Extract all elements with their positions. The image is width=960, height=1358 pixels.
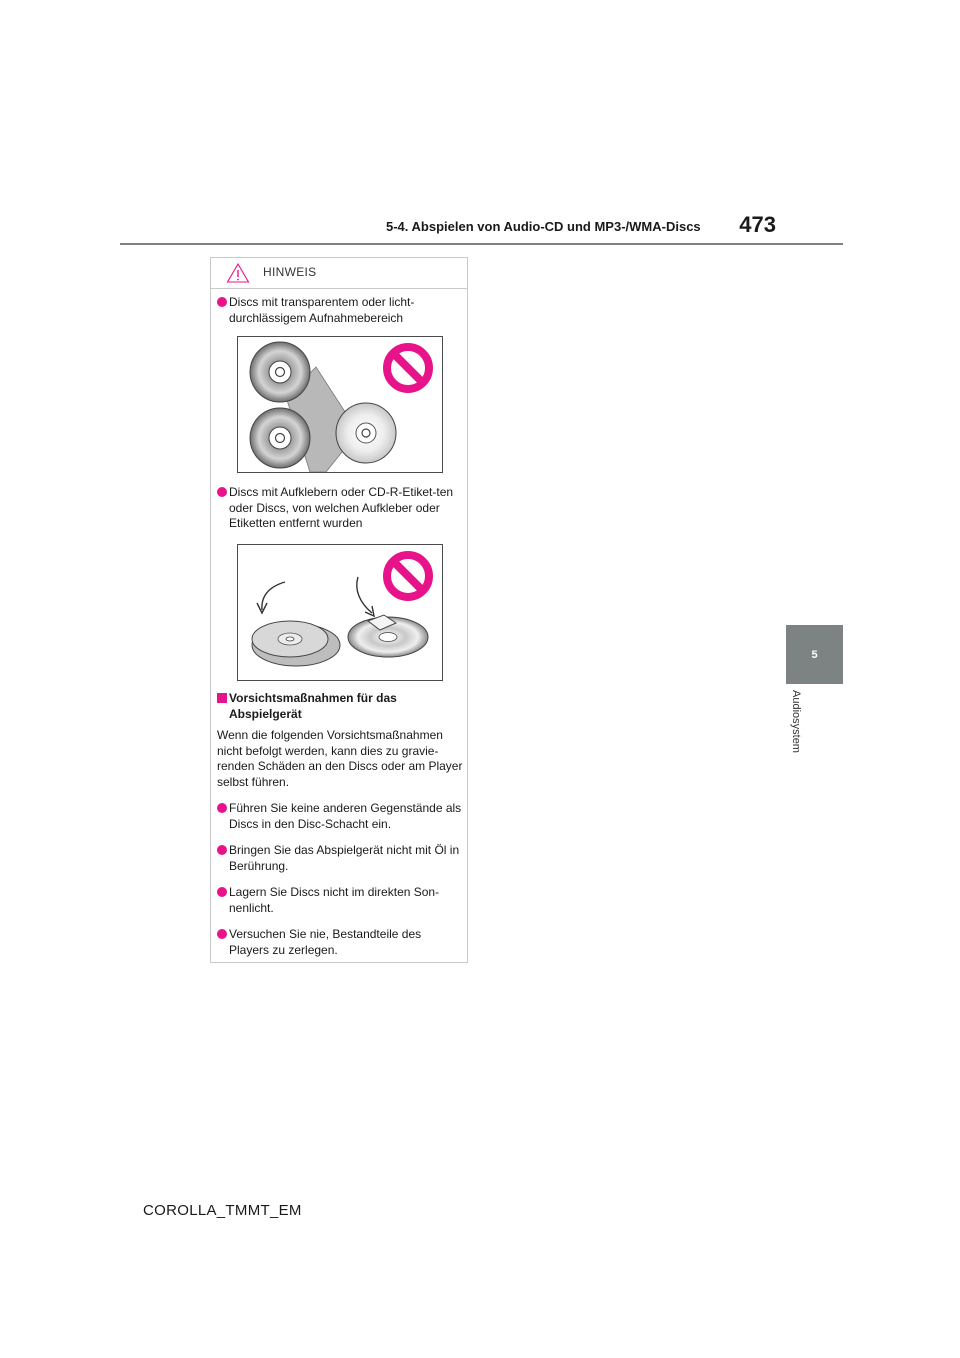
list-item-text: Bringen Sie das Abspielgerät nicht mit Öl in Berührung. — [229, 843, 460, 873]
section-title: 5-4. Abspielen von Audio-CD und MP3-/WMA-Discs — [386, 219, 701, 234]
chapter-label: Audiosystem — [790, 690, 802, 753]
notice-title: HINWEIS — [263, 265, 317, 279]
page-number: 473 — [739, 212, 776, 237]
bullet-icon — [217, 297, 227, 307]
transparent-discs-illustration — [237, 336, 443, 473]
warning-triangle-icon — [226, 262, 250, 289]
bullet-icon — [217, 929, 227, 939]
list-item-text: Versuchen Sie nie, Bestandteile des Players zu zerlegen. — [229, 927, 422, 957]
list-item-text: Lagern Sie Discs nicht im direkten Son-nenlicht. — [229, 885, 440, 915]
notice-box — [210, 257, 468, 963]
list-item-text: Führen Sie keine anderen Gegenstände als Discs in den Disc-Schacht ein. — [229, 801, 462, 831]
bullet-icon — [217, 845, 227, 855]
list-item-text: Discs mit transparentem oder licht-durchlässigem Aufnahmebereich — [229, 295, 415, 325]
list-item — [217, 801, 463, 832]
prohibited-icon — [387, 347, 429, 389]
list-item — [217, 885, 463, 916]
bullet-icon — [217, 887, 227, 897]
bullet-icon — [217, 803, 227, 813]
list-item — [217, 295, 463, 326]
chapter-tab[interactable]: 5 — [786, 625, 843, 684]
list-item — [217, 843, 463, 874]
list-item — [217, 485, 463, 532]
section-heading-text: Vorsichtsmaßnahmen für das Abspielgerät — [229, 691, 397, 721]
notice-header — [211, 258, 467, 289]
labeled-discs-illustration — [237, 544, 443, 681]
bullet-icon — [217, 487, 227, 497]
square-bullet-icon — [217, 693, 227, 703]
prohibited-icon — [387, 555, 429, 597]
header-divider — [120, 243, 843, 245]
list-item — [217, 927, 463, 958]
section-heading — [217, 691, 463, 722]
document-code: COROLLA_TMMT_EM — [143, 1202, 302, 1219]
body-paragraph: Wenn die folgenden Vorsichtsmaßnahmen nicht befolgt werden, kann dies zu gravie-renden Schäden an den Discs oder am Player selbst führen. — [217, 728, 463, 789]
list-item-text: Discs mit Aufklebern oder CD-R-Etiket-ten oder Discs, von welchen Aufkleber oder Etiketten entfernt wurden — [229, 485, 454, 530]
